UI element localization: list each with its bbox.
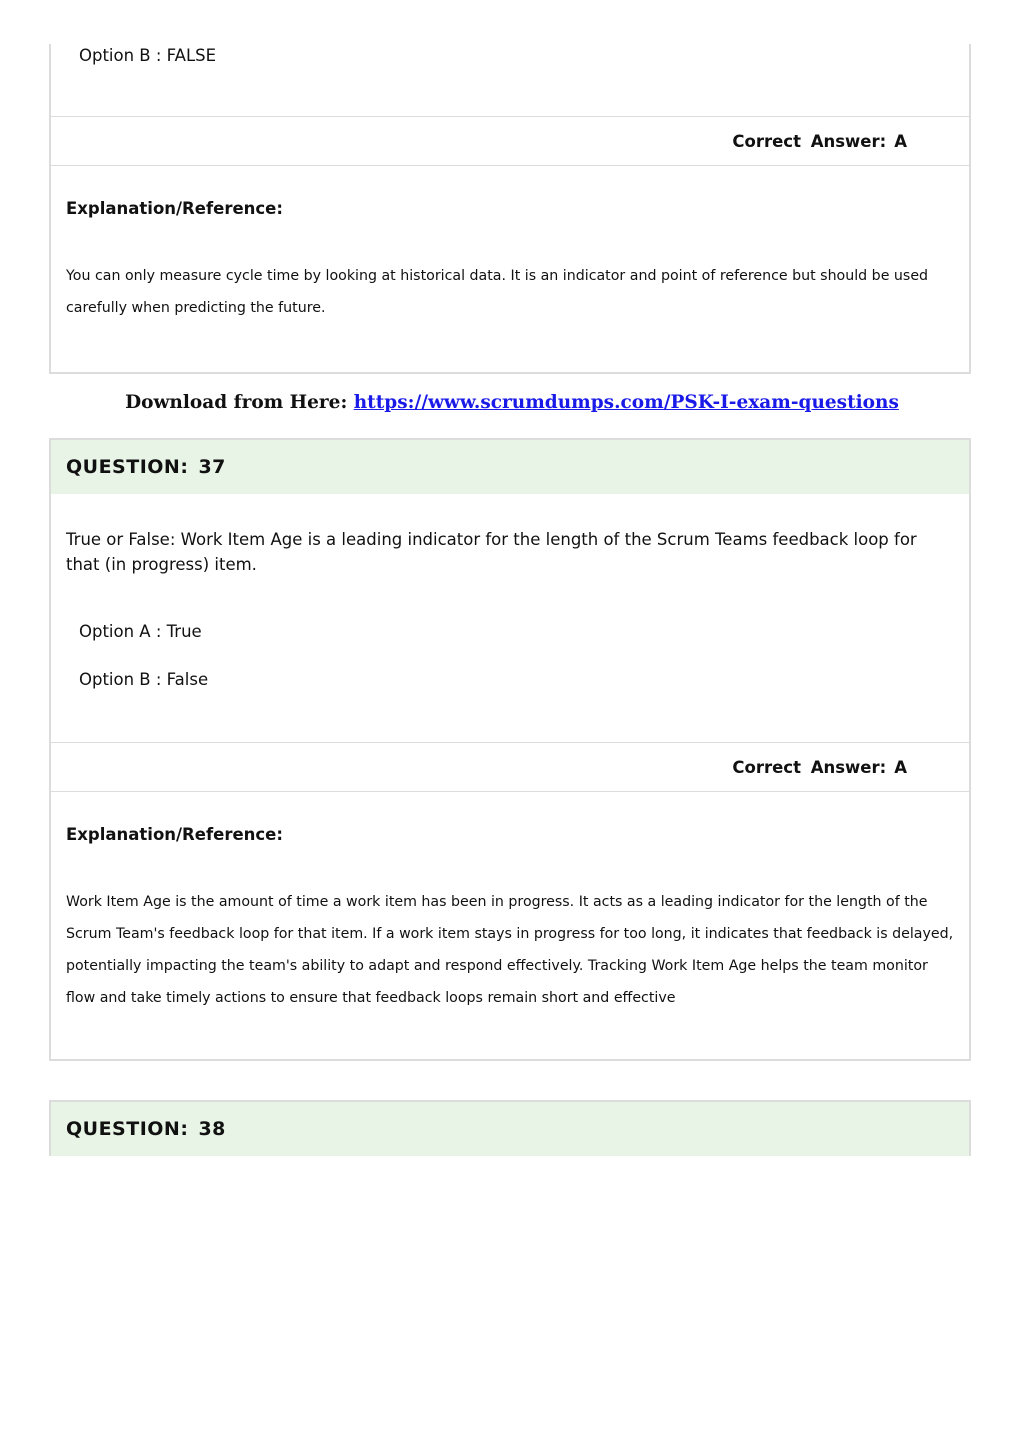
explanation-text: Work Item Age is the amount of time a work item has been in progress. It acts as a leading indicator for the length of the Scrum Team's feedback loop for that item. If a work item stays in progress for too long, it indicates that feedback is delayed, potentially impacting the team's ability to adapt and respond effectively. Tracking Work Item Age helps the team monitor flow and take timely actions to ensure that feedback loops remain short and effective: [66, 894, 954, 1006]
question-options: [51, 577, 969, 692]
question-header: [51, 440, 969, 494]
explanation-title: Explanation/Reference:: [66, 825, 283, 844]
correct-answer-value: A: [894, 131, 907, 151]
question-label: QUESTION:: [66, 1118, 189, 1140]
download-line: [0, 392, 1024, 413]
explanation-text: You can only measure cycle time by looking at historical data. It is an indicator and point of reference but should be used carefully when predicting the future.: [66, 268, 929, 316]
question-38-card: [49, 1100, 971, 1156]
question-text: True or False: Work Item Age is a leading indicator for the length of the Scrum Teams feedback loop for that (in progress) item.: [66, 530, 917, 574]
correct-answer-row: [51, 116, 969, 166]
option-a: Option A : True: [79, 622, 202, 641]
question-label: QUESTION:: [66, 456, 189, 478]
option-b: Option B : FALSE: [79, 46, 217, 65]
previous-question-options: [51, 44, 969, 68]
correct-answer-row: [51, 742, 969, 792]
question-header: [51, 1102, 969, 1156]
correct-answer-label: Correct Answer:: [732, 131, 887, 151]
explanation-title: Explanation/Reference:: [66, 199, 283, 218]
question-37-card: [49, 438, 971, 1061]
download-link[interactable]: https://www.scrumdumps.com/PSK-I-exam-questions: [353, 392, 899, 413]
correct-answer-label: Correct Answer:: [732, 757, 887, 777]
correct-answer-value: A: [894, 757, 907, 777]
question-number: 37: [198, 456, 226, 478]
previous-question-card: [49, 44, 971, 374]
question-number: 38: [198, 1118, 226, 1140]
option-b: Option B : False: [79, 670, 209, 689]
download-label: Download from Here:: [125, 392, 348, 413]
